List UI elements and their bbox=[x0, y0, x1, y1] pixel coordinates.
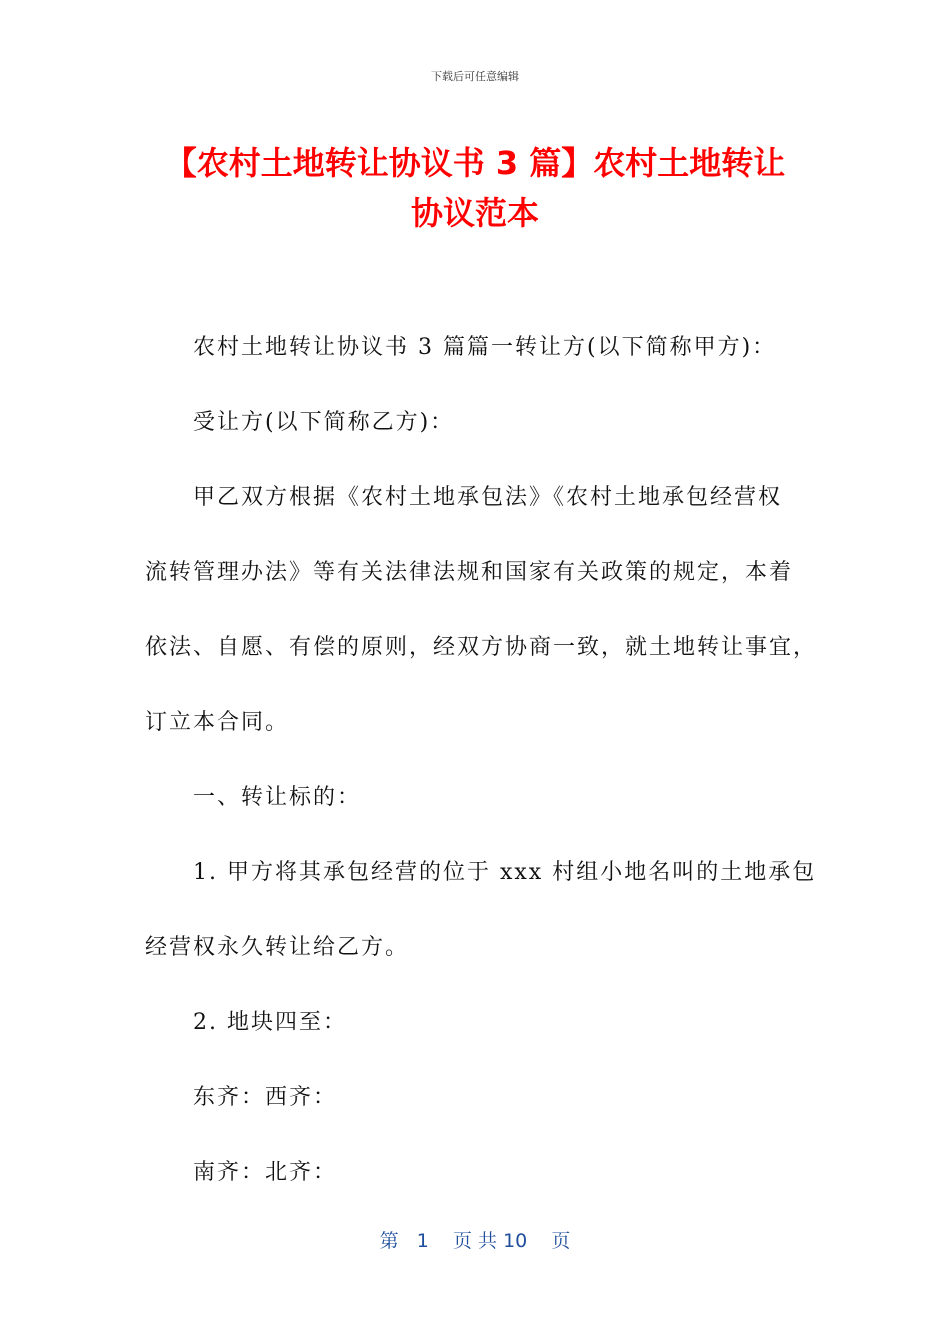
title-line-2: 协议范本 bbox=[410, 194, 539, 232]
section-heading: 一、转让标的： bbox=[193, 785, 362, 810]
footer-current-page: 1 bbox=[416, 1230, 429, 1252]
paragraph-line: 经营权永久转让给乙方。 bbox=[145, 935, 410, 960]
paragraph-line: 受让方(以下简称乙方)： bbox=[193, 410, 455, 435]
paragraph-line: 南齐：北齐： bbox=[193, 1160, 338, 1185]
paragraph-line: 流转管理办法》等有关法律法规和国家有关政策的规定，本着 bbox=[145, 560, 794, 585]
footer-total-pages: 10 bbox=[503, 1230, 528, 1252]
paragraph-line: 东齐：西齐： bbox=[193, 1085, 338, 1110]
footer-prefix: 第 bbox=[379, 1230, 399, 1252]
page-footer bbox=[0, 1226, 950, 1253]
paragraph-line: 2. 地块四至： bbox=[193, 1010, 347, 1035]
document-title bbox=[120, 138, 830, 238]
title-line-1: 【农村土地转让协议书 3 篇】农村土地转让 bbox=[164, 144, 786, 182]
footer-middle: 页 共 bbox=[452, 1230, 498, 1252]
paragraph-line: 依法、自愿、有偿的原则，经双方协商一致，就土地转让事宜， bbox=[145, 635, 818, 660]
header-note: 下载后可任意编辑 bbox=[431, 70, 519, 83]
paragraph-line: 农村土地转让协议书 3 篇篇一转让方(以下简称甲方)： bbox=[193, 335, 777, 360]
paragraph-line: 甲乙双方根据《农村土地承包法》《农村土地承包经营权 bbox=[193, 485, 783, 510]
paragraph-line: 1. 甲方将其承包经营的位于 xxx 村组小地名叫的土地承包 bbox=[193, 860, 817, 885]
paragraph-line: 订立本合同。 bbox=[145, 710, 290, 735]
footer-suffix: 页 bbox=[551, 1230, 571, 1252]
